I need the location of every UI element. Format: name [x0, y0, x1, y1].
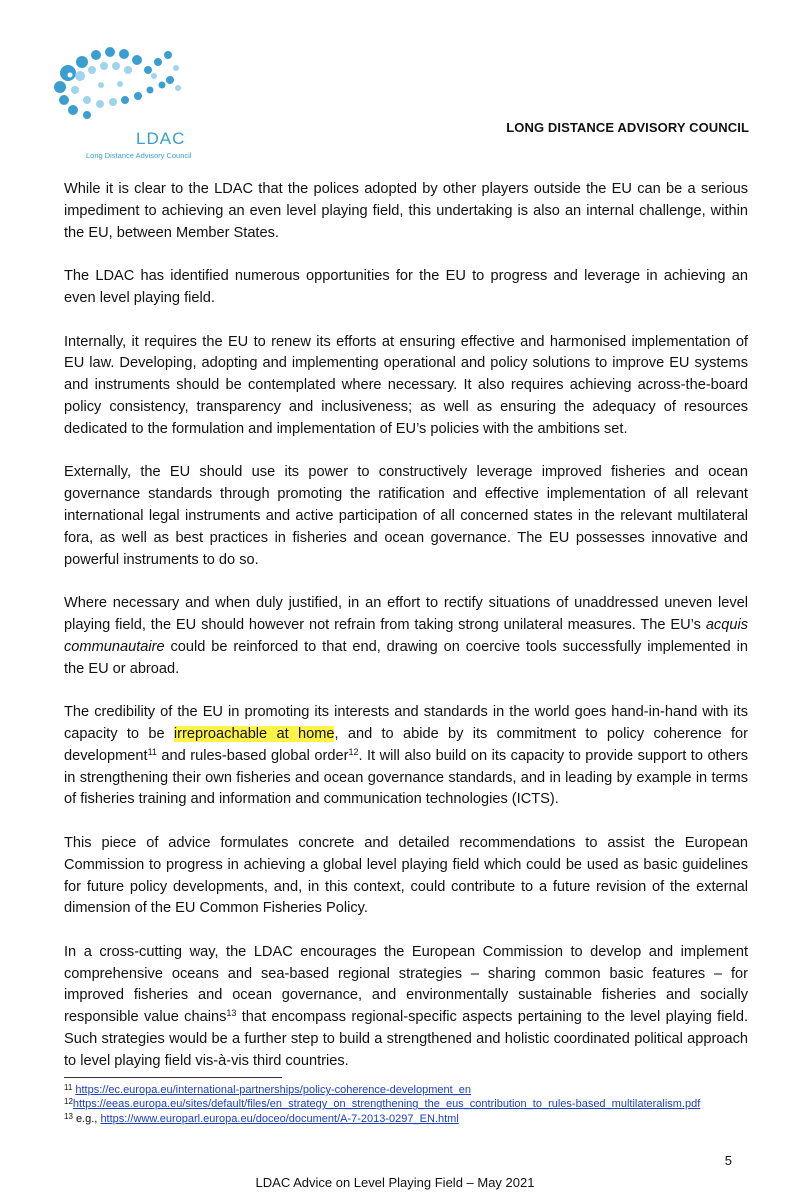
footnotes — [64, 1083, 748, 1126]
text-run: . It will also build on its capacity to provide support to others in strengthening their own fisheries and ocean governance standards, and in leading by example in terms of fisheries training and information and communication technologies (ICTS). — [64, 747, 749, 808]
paragraph: The LDAC has identified numerous opportunities for the EU to progress and leverage in achieving an even level playing field. — [64, 268, 748, 306]
footnote-link[interactable]: https://www.europarl.europa.eu/doceo/document/A-7-2013-0297_EN.html — [100, 1112, 459, 1125]
text-run: Where necessary and when duly justified, in an effort to rectify situations of unaddressed uneven level playing field, the EU should however not refrain from taking strong unilateral measures. The EU’s — [64, 595, 748, 633]
footnote-number: 12 — [64, 1097, 73, 1107]
paragraph — [64, 593, 748, 680]
footnote-number: 11 — [64, 1083, 73, 1092]
footnote-link[interactable]: https://ec.europa.eu/international-partnerships/policy-coherence-development_en — [75, 1084, 472, 1096]
paragraph: This piece of advice formulates concrete and detailed recommendations to assist the European Commission to progress in achieving a global level playing field which could be used as basic guidelines for future policy developments, and, in this context, could contribute to a future revision of the external dimension of the EU Common Fisheries Policy. — [64, 834, 748, 917]
footnote-divider — [64, 1077, 282, 1078]
organization-header: LONG DISTANCE ADVISORY COUNCIL — [506, 120, 749, 135]
text-run: and rules-based global order — [156, 747, 349, 764]
footnote-ref[interactable]: 12 — [348, 746, 359, 757]
footnote-prefix: e.g., — [72, 1112, 101, 1125]
paragraph: While it is clear to the LDAC that the polices adopted by other players outside the EU can be a serious impediment to achieving an even level playing field, this undertaking is also an internal challenge, within the EU, between Member States. — [64, 181, 748, 241]
footnote — [64, 1112, 748, 1126]
text-run: that encompass regional-specific aspects pertaining to the level playing field. Such strategies would be a further step to build a strengthened and holistic coordinated political approach to level playing field vis-à-vis third countries. — [64, 1009, 749, 1069]
footnote — [64, 1097, 748, 1111]
text-run: , and to abide by its commitment to policy coherence for development — [64, 725, 748, 764]
text-run: The credibility of the EU in promoting its interests and standards in the world goes hand-in-hand with its capacity to be — [64, 704, 748, 742]
highlighted-text: irreproachable at home — [173, 725, 335, 742]
logo-subtitle: Long Distance Advisory Council — [86, 151, 192, 160]
text-run: could be reinforced to that end, drawing on coercive tools successfully implemented in the EU or abroad. — [64, 638, 748, 677]
footnote — [64, 1083, 748, 1097]
footnote-ref[interactable]: 13 — [226, 1008, 237, 1019]
document-body — [64, 179, 748, 1094]
paragraph: Internally, it requires the EU to renew its efforts at ensuring effective and harmonised implementation of EU law. Developing, adopting and implementing operational and policy solutions to improve EU systems and instruments should be contemplated where necessary. It also requires achieving across-the-board policy consistency, transparency and inclusiveness; as well as ensuring the adequacy of resources dedicated to the formulation and implementation of EU’s policies with the ambitions set. — [64, 333, 748, 437]
paragraph: Externally, the EU should use its power to constructively leverage improved fisheries and ocean governance standards through promoting the ratification and effective implementation of all relevant international legal instruments and active participation of all concerned states in the relevant multilateral fora, as well as best practices in fisheries and ocean governance. The EU possesses innovative and powerful instruments to do so. — [64, 464, 748, 568]
footnote-number: 13 — [64, 1111, 73, 1121]
ldac-logo — [40, 40, 192, 160]
text-run: In a cross-cutting way, the LDAC encourages the European Commission to develop and implement comprehensive oceans and sea-based regional strategies – sharing common basic features – for improved fisheries and ocean governance, and environmentally sustainable fisheries and socially responsible value chains — [64, 943, 748, 1026]
footnote-ref[interactable]: 11 — [147, 746, 157, 757]
paragraph — [64, 942, 748, 1073]
footnote-link[interactable]: https://eeas.europa.eu/sites/default/files/en_strategy_on_strengthening_the_eus_contribution_to_rules-based_multilateralism.pdf — [72, 1098, 701, 1111]
page-number: 5 — [724, 1153, 732, 1168]
logo-text: LDAC — [136, 129, 186, 148]
italic-term: acquis communautaire — [64, 616, 748, 655]
paragraph — [64, 702, 748, 811]
page-footer: LDAC Advice on Level Playing Field – May 2021 — [255, 1175, 535, 1190]
